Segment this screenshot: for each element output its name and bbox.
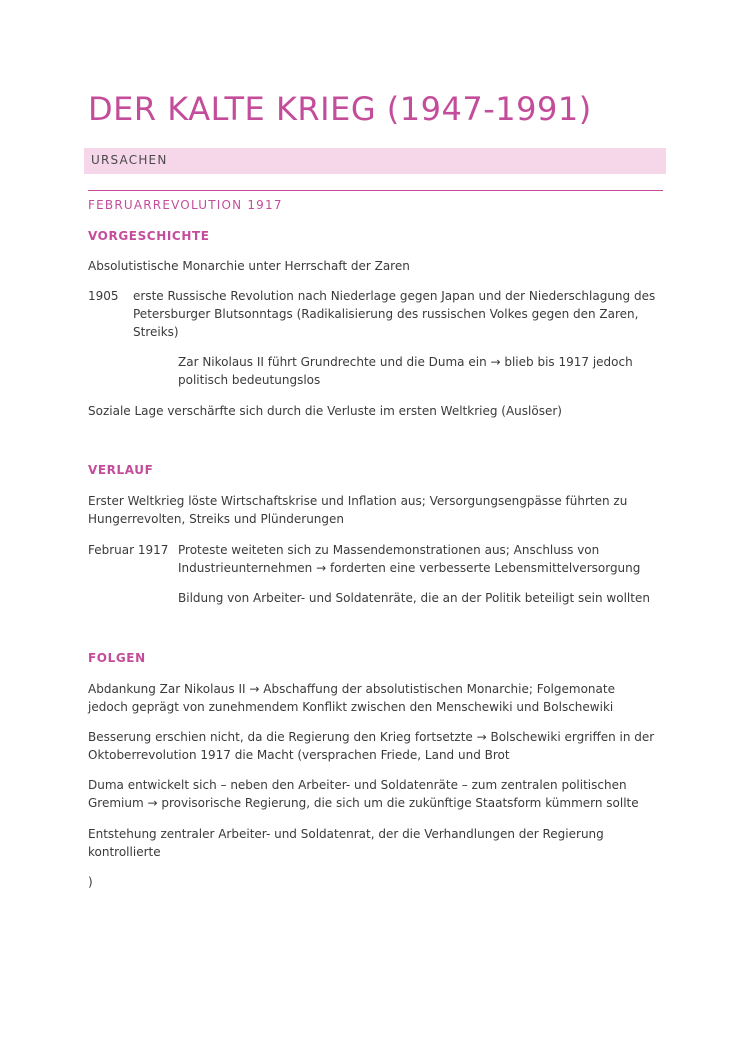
heading-verlauf: VERLAUF [88, 463, 154, 477]
heading-vorgeschichte: VORGESCHICHTE [88, 229, 210, 243]
paragraph-intro-verlauf: Erster Weltkrieg löste Wirtschaftskrise und Inflation aus; Versorgungsengpässe führten zu Hungerrevolten, Streiks und Plünderungen [88, 494, 628, 526]
subsection-title: FEBRUARREVOLUTION 1917 [88, 198, 283, 212]
entry-detail-februar-1917: Bildung von Arbeiter- und Soldatenräte, die an der Politik beteiligt sein wollten [178, 591, 650, 605]
section-title: URSACHEN [91, 153, 168, 167]
paragraph-folgen-5: ) [88, 875, 93, 889]
paragraph-intro-vorgeschichte: Absolutistische Monarchie unter Herrschaft der Zaren [88, 259, 410, 273]
document-title: DER KALTE KRIEG (1947-1991) [88, 90, 592, 128]
entry-date-februar-1917: Februar 1917 [88, 543, 169, 557]
divider-line [88, 190, 663, 191]
paragraph-folgen-1: Abdankung Zar Nikolaus II → Abschaffung der absolutistischen Monarchie; Folgemonate jedoch geprägt von zunehmendem Konflikt zwischen den Menschewiki und Bolschewiki [88, 682, 615, 714]
paragraph-folgen-4: Entstehung zentraler Arbeiter- und Soldatenrat, der die Verhandlungen der Regierung kontrollierte [88, 827, 604, 859]
paragraph-folgen-2: Besserung erschien nicht, da die Regierung den Krieg fortsetzte → Bolschewiki ergriffen in der Oktoberrevolution 1917 die Macht (versprachen Friede, Land und Brot [88, 730, 655, 762]
entry-year-1905: 1905 [88, 289, 119, 303]
entry-text-1905: erste Russische Revolution nach Niederlage gegen Japan und der Niederschlagung des Petersburger Blutsonntags (Radikalisierung des russischen Volkes gegen den Zaren, Streiks) [133, 289, 656, 339]
paragraph-folgen-3: Duma entwickelt sich – neben den Arbeiter- und Soldatenräte – zum zentralen politischen Gremium → provisorische Regierung, die sich um die zukünftige Staatsform kümmern sollte [88, 778, 639, 810]
heading-folgen: FOLGEN [88, 651, 146, 665]
section-banner [84, 148, 666, 174]
entry-text-februar-1917: Proteste weiteten sich zu Massendemonstrationen aus; Anschluss von Industrieunternehmen → forderten eine verbesserte Lebensmittelversorgung [178, 543, 641, 575]
entry-detail-1905: Zar Nikolaus II führt Grundrechte und die Duma ein → blieb bis 1917 jedoch politisch bedeutungslos [178, 355, 633, 387]
paragraph-closing-vorgeschichte: Soziale Lage verschärfte sich durch die Verluste im ersten Weltkrieg (Auslöser) [88, 404, 562, 418]
